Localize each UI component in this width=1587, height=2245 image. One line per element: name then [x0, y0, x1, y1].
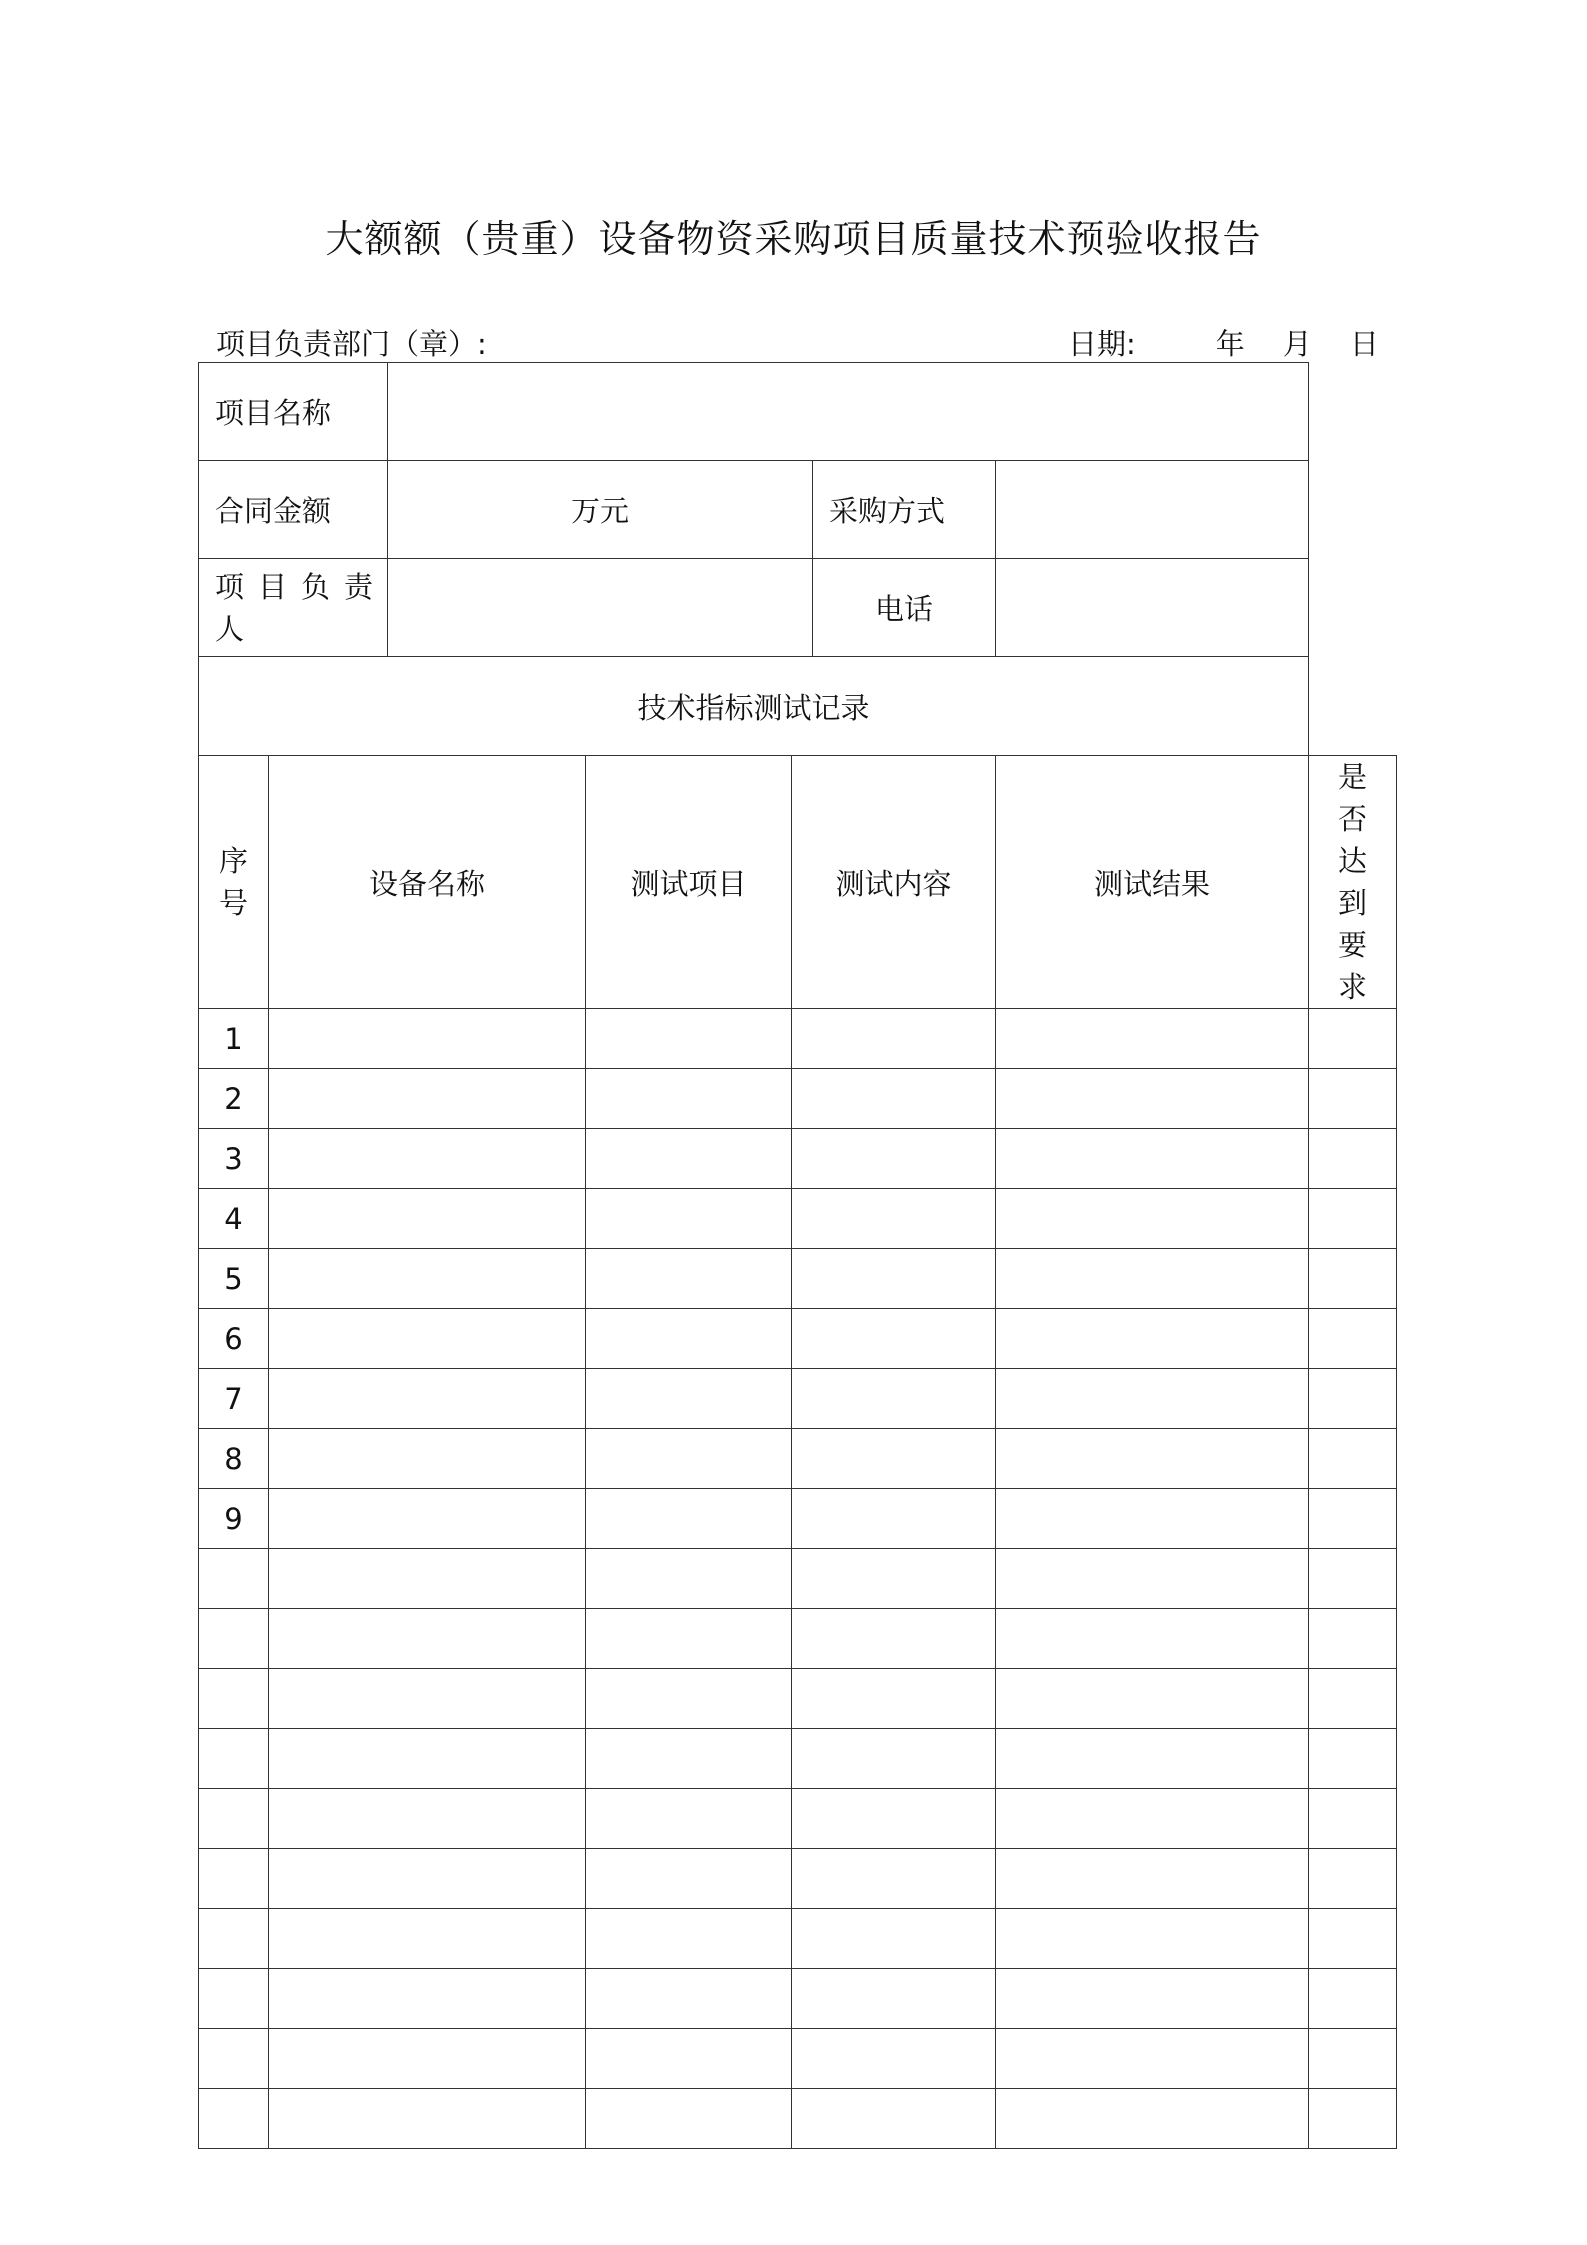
table-row: [199, 1429, 1397, 1489]
table-row: [199, 2089, 1397, 2149]
row-meets-cell[interactable]: [1309, 1909, 1397, 1969]
row-test-content-cell[interactable]: [792, 1489, 996, 1549]
row-device-name-cell[interactable]: [269, 1129, 586, 1189]
row-test-content-cell[interactable]: [792, 1069, 996, 1129]
project-name-label: 项目名称: [199, 363, 388, 461]
row-seq-cell[interactable]: 5: [199, 1249, 269, 1309]
row-test-content-cell[interactable]: [792, 1369, 996, 1429]
table-row: [199, 1789, 1397, 1849]
row-device-name-cell[interactable]: [269, 1309, 586, 1369]
project-name-cell[interactable]: [388, 363, 1309, 461]
phone-cell[interactable]: [996, 559, 1309, 657]
row-test-result-cell[interactable]: [996, 1609, 1309, 1669]
header-test-result: 测试结果: [996, 756, 1309, 1009]
row-meets-cell[interactable]: [1309, 1309, 1397, 1369]
row-device-name-cell[interactable]: [269, 1849, 586, 1909]
row-meets-cell[interactable]: [1309, 1549, 1397, 1609]
row-test-result-cell[interactable]: [996, 2089, 1309, 2149]
row-test-content-cell[interactable]: [792, 1669, 996, 1729]
row-device-name-cell[interactable]: [269, 1009, 586, 1069]
row-test-item-cell[interactable]: [586, 1489, 792, 1549]
table-row: [199, 2029, 1397, 2089]
row-test-content-cell[interactable]: [792, 1429, 996, 1489]
row-test-content-cell[interactable]: [792, 1549, 996, 1609]
section-title: 技术指标测试记录: [199, 657, 1309, 756]
row-test-item-cell[interactable]: [586, 1369, 792, 1429]
row-test-result-cell[interactable]: [996, 1909, 1309, 1969]
row-device-name-cell[interactable]: [269, 1969, 586, 2029]
row-test-result-cell[interactable]: [996, 1489, 1309, 1549]
row-device-name-cell[interactable]: [269, 1909, 586, 1969]
row-device-name-cell[interactable]: [269, 1609, 586, 1669]
contract-amount-label: 合同金额: [199, 461, 388, 559]
data-rows: [199, 1009, 1397, 2149]
row-meets-cell[interactable]: [1309, 1969, 1397, 2029]
report-form-table: [198, 362, 1397, 2149]
table-row: [199, 1489, 1397, 1549]
row-test-item-cell[interactable]: [586, 2089, 792, 2149]
contract-row: [199, 461, 1397, 559]
table-row: [199, 1549, 1397, 1609]
row-device-name-cell[interactable]: [269, 1069, 586, 1129]
row-test-item-cell[interactable]: [586, 1909, 792, 1969]
row-test-item-cell[interactable]: [586, 1069, 792, 1129]
row-test-result-cell[interactable]: [996, 1849, 1309, 1909]
table-row: [199, 1129, 1397, 1189]
table-header-row: [199, 756, 1397, 1009]
row-test-item-cell[interactable]: [586, 2029, 792, 2089]
row-test-result-cell[interactable]: [996, 1309, 1309, 1369]
row-device-name-cell[interactable]: [269, 1669, 586, 1729]
purchase-method-cell[interactable]: [996, 461, 1309, 559]
row-device-name-cell[interactable]: [269, 2029, 586, 2089]
row-device-name-cell[interactable]: [269, 1789, 586, 1849]
table-row: [199, 1849, 1397, 1909]
row-test-content-cell[interactable]: [792, 1909, 996, 1969]
row-meets-cell[interactable]: [1309, 1669, 1397, 1729]
row-test-item-cell[interactable]: [586, 1969, 792, 2029]
row-meets-cell[interactable]: [1309, 1069, 1397, 1129]
row-seq-cell[interactable]: [199, 1549, 269, 1609]
row-test-content-cell[interactable]: [792, 1129, 996, 1189]
row-seq-cell[interactable]: [199, 2089, 269, 2149]
row-seq-cell[interactable]: 2: [199, 1069, 269, 1129]
row-test-result-cell[interactable]: [996, 2029, 1309, 2089]
leader-row: [199, 559, 1397, 657]
row-test-content-cell[interactable]: [792, 2029, 996, 2089]
row-test-result-cell[interactable]: [996, 1009, 1309, 1069]
row-test-content-cell[interactable]: [792, 1849, 996, 1909]
row-device-name-cell[interactable]: [269, 1369, 586, 1429]
row-test-content-cell[interactable]: [792, 1729, 996, 1789]
row-test-item-cell[interactable]: [586, 1009, 792, 1069]
row-test-item-cell[interactable]: [586, 1309, 792, 1369]
row-seq-cell[interactable]: 4: [199, 1189, 269, 1249]
row-meets-cell[interactable]: [1309, 1849, 1397, 1909]
row-test-content-cell[interactable]: [792, 1609, 996, 1669]
row-seq-cell[interactable]: 9: [199, 1489, 269, 1549]
row-test-result-cell[interactable]: [996, 1369, 1309, 1429]
row-seq-cell[interactable]: [199, 1729, 269, 1789]
row-meets-cell[interactable]: [1309, 1129, 1397, 1189]
day-label: 日: [1349, 327, 1379, 361]
row-seq-cell[interactable]: [199, 1969, 269, 2029]
phone-label: 电话: [813, 559, 996, 657]
row-device-name-cell[interactable]: [269, 1429, 586, 1489]
row-seq-cell[interactable]: 1: [199, 1009, 269, 1069]
row-test-result-cell[interactable]: [996, 1429, 1309, 1489]
page-title: 大额额（贵重）设备物资采购项目质量技术预验收报告: [325, 217, 1262, 261]
row-test-item-cell[interactable]: [586, 1729, 792, 1789]
section-title-row: [199, 657, 1397, 756]
row-meets-cell[interactable]: [1309, 2089, 1397, 2149]
project-leader-cell[interactable]: [388, 559, 813, 657]
table-row: [199, 1609, 1397, 1669]
table-row: [199, 1909, 1397, 1969]
amount-unit: 万元: [571, 494, 630, 528]
header-meets-requirements: 是否达到要求: [1309, 756, 1397, 1009]
date-line: [1068, 322, 1379, 363]
row-meets-cell[interactable]: [1309, 1249, 1397, 1309]
project-name-row: [199, 363, 1397, 461]
purchase-method-label: 采购方式: [813, 461, 996, 559]
table-row: [199, 1369, 1397, 1429]
month-label: 月: [1282, 327, 1312, 361]
row-test-result-cell[interactable]: [996, 1729, 1309, 1789]
row-test-item-cell[interactable]: [586, 1609, 792, 1669]
row-test-content-cell[interactable]: [792, 1309, 996, 1369]
row-test-result-cell[interactable]: [996, 1969, 1309, 2029]
table-row: [199, 1669, 1397, 1729]
row-device-name-cell[interactable]: [269, 2089, 586, 2149]
contract-amount-cell[interactable]: [388, 461, 813, 559]
row-test-result-cell[interactable]: [996, 1549, 1309, 1609]
row-device-name-cell[interactable]: [269, 1189, 586, 1249]
row-test-content-cell[interactable]: [792, 2089, 996, 2149]
row-device-name-cell[interactable]: [269, 1489, 586, 1549]
table-row: [199, 1069, 1397, 1129]
dept-label: 项目负责部门（章）:: [216, 327, 487, 361]
table-row: [199, 1009, 1397, 1069]
row-test-content-cell[interactable]: [792, 1189, 996, 1249]
row-meets-cell[interactable]: [1309, 1729, 1397, 1789]
row-meets-cell[interactable]: [1309, 2029, 1397, 2089]
header-device-name: 设备名称: [269, 756, 586, 1009]
row-seq-cell[interactable]: [199, 1789, 269, 1849]
row-test-item-cell[interactable]: [586, 1549, 792, 1609]
row-test-result-cell[interactable]: [996, 1669, 1309, 1729]
table-row: [199, 1309, 1397, 1369]
table-row: [199, 1969, 1397, 2029]
row-seq-cell[interactable]: [199, 1909, 269, 1969]
project-leader-label: 项 目 负 责 人: [199, 559, 388, 657]
row-test-result-cell[interactable]: [996, 1069, 1309, 1129]
row-test-result-cell[interactable]: [996, 1789, 1309, 1849]
row-device-name-cell[interactable]: [269, 1729, 586, 1789]
year-label: 年: [1215, 327, 1245, 361]
row-test-item-cell[interactable]: [586, 1189, 792, 1249]
row-test-item-cell[interactable]: [586, 1789, 792, 1849]
row-test-result-cell[interactable]: [996, 1249, 1309, 1309]
date-label: 日期:: [1068, 327, 1136, 361]
row-test-item-cell[interactable]: [586, 1669, 792, 1729]
row-seq-cell[interactable]: 3: [199, 1129, 269, 1189]
row-seq-cell[interactable]: 8: [199, 1429, 269, 1489]
row-test-result-cell[interactable]: [996, 1129, 1309, 1189]
row-seq-cell[interactable]: 6: [199, 1309, 269, 1369]
row-seq-cell[interactable]: [199, 1609, 269, 1669]
header-test-item: 测试项目: [586, 756, 792, 1009]
row-test-content-cell[interactable]: [792, 1969, 996, 2029]
row-test-content-cell[interactable]: [792, 1789, 996, 1849]
row-meets-cell[interactable]: [1309, 1429, 1397, 1489]
row-seq-cell[interactable]: [199, 2029, 269, 2089]
row-device-name-cell[interactable]: [269, 1549, 586, 1609]
table-row: [199, 1189, 1397, 1249]
row-seq-cell[interactable]: [199, 1669, 269, 1729]
row-meets-cell[interactable]: [1309, 1789, 1397, 1849]
row-test-content-cell[interactable]: [792, 1009, 996, 1069]
row-test-item-cell[interactable]: [586, 1249, 792, 1309]
row-seq-cell[interactable]: [199, 1849, 269, 1909]
row-device-name-cell[interactable]: [269, 1249, 586, 1309]
row-meets-cell[interactable]: [1309, 1609, 1397, 1669]
row-test-item-cell[interactable]: [586, 1429, 792, 1489]
table-row: [199, 1249, 1397, 1309]
header-test-content: 测试内容: [792, 756, 996, 1009]
row-meets-cell[interactable]: [1309, 1009, 1397, 1069]
row-test-content-cell[interactable]: [792, 1249, 996, 1309]
row-test-item-cell[interactable]: [586, 1849, 792, 1909]
row-meets-cell[interactable]: [1309, 1189, 1397, 1249]
header-seq: 序号: [199, 756, 269, 1009]
row-meets-cell[interactable]: [1309, 1369, 1397, 1429]
row-test-item-cell[interactable]: [586, 1129, 792, 1189]
row-test-result-cell[interactable]: [996, 1189, 1309, 1249]
row-seq-cell[interactable]: 7: [199, 1369, 269, 1429]
row-meets-cell[interactable]: [1309, 1489, 1397, 1549]
table-row: [199, 1729, 1397, 1789]
